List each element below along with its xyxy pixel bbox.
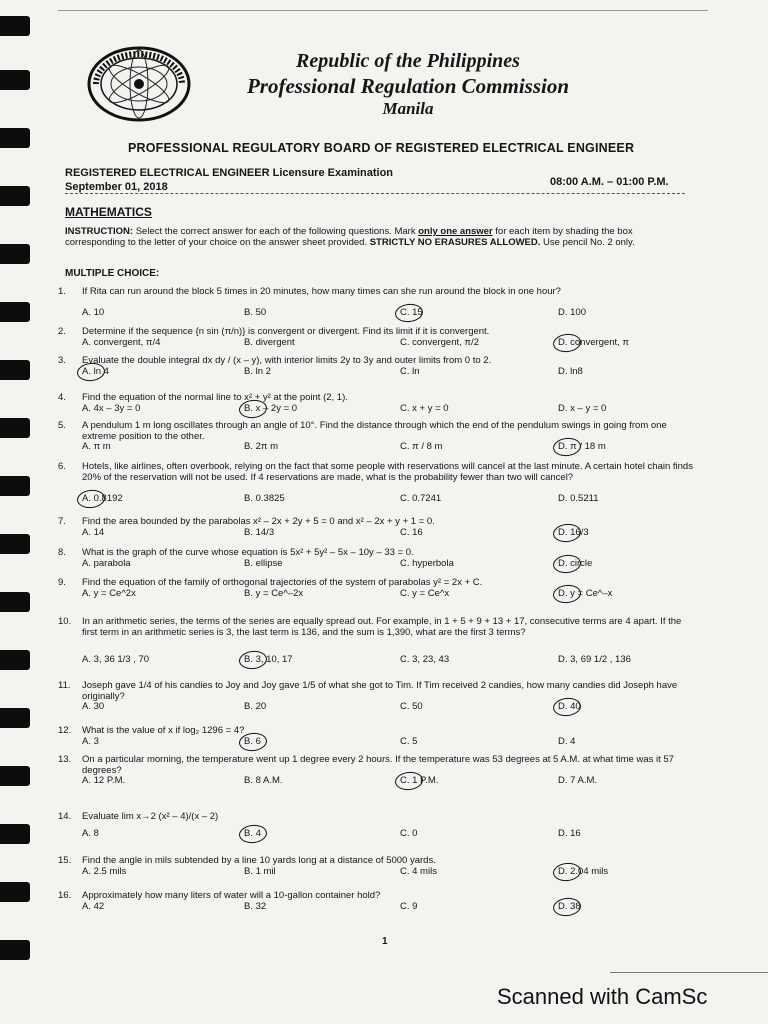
answer-option: D. 38: [558, 902, 581, 913]
answer-option: D. π / 18 m: [558, 442, 606, 453]
question-number: 14.: [58, 811, 72, 822]
answer-option: D. y = Ce^–x: [558, 589, 612, 600]
answer-option: B. 1 mil: [244, 865, 276, 877]
answer-option: A. 10: [82, 307, 105, 318]
answer-option: C. convergent, π/2: [400, 336, 479, 348]
answer-option: C. 5: [400, 735, 418, 747]
question-text: If Rita can run around the block 5 times in 20 minutes, how many times can she run around the block in one hour?: [82, 286, 561, 297]
answer-option: B. 50: [244, 307, 267, 318]
instructions: [65, 226, 690, 248]
circled-answer-mark: [394, 303, 424, 324]
answer-option: A. 14: [82, 526, 105, 538]
republic-heading: Republic of the Philippines: [296, 50, 520, 72]
binder-holes: [0, 0, 40, 1024]
question-text: Approximately how many liters of water will a 10-gallon container hold?: [82, 890, 381, 901]
question-number: 1.: [58, 286, 66, 297]
circled-answer-mark: [238, 649, 268, 670]
answer-option: B. ellipse: [244, 557, 283, 569]
page-number: 1: [382, 936, 388, 947]
circled-answer-mark: [238, 823, 268, 844]
answer-option: C. 3, 23, 43: [400, 653, 450, 665]
answer-option: A. convergent, π/4: [82, 336, 161, 348]
question-number: 8.: [58, 547, 66, 558]
answer-option: D. 100: [558, 307, 586, 318]
instruction-text: for each item by shading the box corresponding to the letter of your choice on the answer sheet provided.: [65, 226, 633, 248]
question-number: 5.: [58, 420, 66, 431]
question-text: A pendulum 1 m long oscillates through an angle of 10°. Find the distance through which the end of the pendulum swings in going from one extreme position to the other.: [82, 420, 667, 442]
question-number: 7.: [58, 516, 66, 527]
answer-option: A. 30: [82, 701, 105, 712]
commission-heading: Professional Regulation Commission: [246, 74, 570, 98]
question-number: 12.: [58, 725, 72, 736]
exam-title: REGISTERED ELECTRICAL ENGINEER Licensure Examination: [65, 167, 394, 179]
instruction-text: Select the correct answer for each of the following questions. Mark: [133, 226, 419, 237]
instruction-label: INSTRUCTION:: [65, 226, 134, 237]
bottom-rule: [610, 972, 768, 973]
answer-option: D. 16: [558, 827, 581, 839]
answer-option: D. 16/3: [558, 528, 589, 539]
question-text: Joseph gave 1/4 of his candies to Joy and Joy gave 1/5 of what she got to Tim. If Tim received 2 candies, how many candies did Joseph have originally?: [82, 680, 678, 702]
question-text: In an arithmetic series, the terms of the series are equally spread out. For example, in 1 + 5 + 9 + 13 + 17, consecutive terms are 4 apart. If the first term in an arithmetic series is 3, the last term is 136, and the sum is 1,390, what are the first 3 terms?: [82, 616, 682, 638]
answer-option: D. 4: [558, 735, 576, 747]
question-number: 11.: [58, 680, 71, 691]
answer-option: D. 40: [558, 702, 581, 713]
answer-option: B. 20: [244, 701, 267, 712]
exam-time: 08:00 A.M. – 01:00 P.M.: [550, 176, 669, 188]
prc-seal-logo: [86, 45, 192, 123]
question-number: 13.: [58, 754, 72, 765]
answer-option: C. 16: [400, 526, 423, 538]
answer-option: D. ln8: [558, 365, 583, 377]
answer-option: C. 1 P.M.: [400, 776, 438, 787]
question-text: Evaluate lim x→2 (x² – 4)/(x – 2): [82, 811, 219, 822]
question-number: 15.: [58, 855, 72, 866]
answer-option: D. 2.04 mils: [558, 867, 608, 878]
question-text: Find the equation of the normal line to x² + y² at the point (2, 1).: [82, 392, 348, 403]
top-rule: [58, 10, 708, 11]
question-number: 3.: [58, 355, 66, 366]
question-text: Hotels, like airlines, often overbook, relying on the fact that some people with reservations will cancel at the last minute. A certain hotel chain finds 20% of the reservation will not be used. If 4 reservations are made, what is the probability fewer than two will cancel?: [82, 461, 693, 483]
question-text: Find the angle in mils subtended by a line 10 yards long at a distance of 5000 yards.: [82, 855, 436, 866]
answer-option: B. x – 2y = 0: [244, 404, 297, 415]
question-text: Determine if the sequence {n sin (π/n)} is convergent or divergent. Find its limit if it is convergent.: [82, 326, 490, 337]
answer-option: A. 3, 36 1/3 , 70: [82, 653, 150, 665]
multiple-choice-label: MULTIPLE CHOICE:: [65, 268, 160, 279]
answer-option: D. x – y = 0: [558, 402, 607, 414]
answer-option: C. 0.7241: [400, 492, 442, 504]
question-number: 9.: [58, 577, 66, 588]
instruction-strict: STRICTLY NO ERASURES ALLOWED.: [369, 237, 541, 248]
question-text: What is the value of x if log₂ 1296 = 4?: [82, 725, 245, 736]
answer-option: D. 0.5211: [558, 492, 599, 504]
question-number: 10.: [58, 616, 72, 627]
answer-option: A. π m: [82, 441, 111, 452]
answer-option: C. 0: [400, 827, 418, 839]
answer-option: B. divergent: [244, 336, 295, 348]
answer-option: D. 7 A.M.: [558, 775, 598, 786]
answer-option: B. 0.3825: [244, 492, 285, 504]
exam-date: September 01, 2018: [65, 181, 168, 193]
divider: [65, 193, 685, 194]
answer-option: A. y = Ce^2x: [82, 587, 136, 599]
circled-answer-mark: [76, 488, 106, 509]
answer-option: B. 6: [244, 737, 261, 748]
answer-option: C. 50: [400, 701, 423, 712]
answer-option: C. ln: [400, 365, 420, 377]
section-title: MATHEMATICS: [65, 205, 152, 219]
answer-option: A. 12 P.M.: [82, 775, 126, 786]
answer-option: B. 2π m: [244, 441, 279, 452]
answer-option: C. hyperbola: [400, 557, 454, 569]
instruction-text: Use pencil No. 2 only.: [540, 237, 635, 248]
answer-option: D. 3, 69 1/2 , 136: [558, 653, 631, 665]
answer-option: B. 4: [244, 829, 261, 840]
answer-option: A. parabola: [82, 557, 131, 569]
question-text: Find the equation of the family of orthogonal trajectories of the system of parabolas y² = 2x + C.: [82, 577, 483, 588]
answer-option: C. π / 8 m: [400, 441, 443, 452]
answer-option: B. 32: [244, 900, 267, 912]
instruction-emphasis: only one answer: [418, 226, 493, 237]
answer-option: C. 15: [400, 308, 423, 319]
answer-option: C. y = Ce^x: [400, 587, 450, 599]
board-title: PROFESSIONAL REGULATORY BOARD OF REGISTERED ELECTRICAL ENGINEER: [128, 141, 635, 155]
question-text: What is the graph of the curve whose equation is 5x² + 5y² – 5x – 10y – 33 = 0.: [82, 547, 414, 558]
answer-option: C. 4 mils: [400, 865, 437, 877]
question-text: On a particular morning, the temperature went up 1 degree every 2 hours. If the temperature was 53 degrees at 5 A.M. at what time was it 57 degrees?: [82, 754, 674, 776]
answer-option: C. 9: [400, 900, 418, 912]
answer-option: A. 2.5 mils: [82, 865, 127, 877]
answer-option: B. ln 2: [244, 365, 271, 377]
answer-option: A. ln 4: [82, 367, 109, 378]
question-number: 4.: [58, 392, 66, 403]
answer-option: B. 8 A.M.: [244, 775, 283, 786]
question-text: Find the area bounded by the parabolas x² – 2x + 2y + 5 = 0 and x² – 2x + y + 1 = 0.: [82, 516, 435, 527]
answer-option: B. y = Ce^–2x: [244, 587, 304, 599]
question-text: Evaluate the double integral dx dy / (x – y), with interior limits 2y to 3y and outer limits from 0 to 2.: [82, 355, 492, 366]
answer-option: B. 14/3: [244, 526, 275, 538]
answer-option: A. 42: [82, 900, 105, 912]
question-number: 2.: [58, 326, 66, 337]
answer-option: D. convergent, π: [558, 338, 629, 349]
city-heading: Manila: [382, 99, 434, 118]
question-number: 16.: [58, 890, 72, 901]
answer-option: D. circle: [558, 559, 592, 570]
answer-option: A. 8: [82, 827, 99, 839]
answer-option: C. x + y = 0: [400, 402, 449, 414]
answer-option: B. 3, 10, 17: [244, 655, 293, 666]
exam-page: [58, 0, 708, 1024]
answer-option: A. 3: [82, 735, 99, 747]
scanner-watermark: Scanned with CamSc: [497, 984, 708, 1009]
answer-option: A. 4x – 3y = 0: [82, 402, 141, 414]
question-number: 6.: [58, 461, 66, 472]
answer-option: A. 0.8192: [82, 494, 123, 505]
